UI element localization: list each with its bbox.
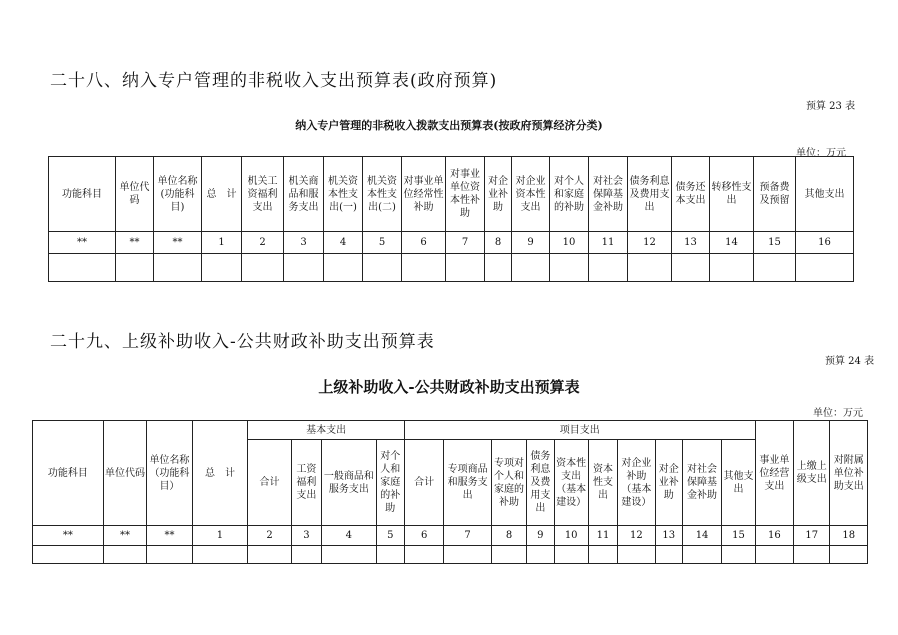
table-cell	[754, 254, 796, 282]
table-cell	[588, 546, 617, 564]
table-cell	[682, 546, 721, 564]
code-cell-1: **	[33, 526, 104, 546]
header-cell-17: 转移性支出	[710, 157, 754, 232]
table-number-24: 预算 24 表	[825, 356, 875, 367]
code-cell-6: 3	[291, 526, 321, 546]
code-cell-20: 17	[794, 526, 830, 546]
col-tail-3: 对附属单位补助支出	[830, 421, 868, 526]
table-cell	[116, 254, 154, 282]
table-header-row	[49, 157, 854, 232]
code-cell-8: 5	[376, 526, 404, 546]
project-col-7: 对企业补助（基本建设）	[618, 440, 655, 526]
header-cell-10: 对事业单位资本性补助	[446, 157, 485, 232]
code-cell-16: 13	[672, 232, 710, 254]
code-cell-9: 6	[404, 526, 443, 546]
table-cell	[655, 546, 682, 564]
header-cell-5: 机关工资福利支出	[242, 157, 284, 232]
table-cell	[554, 546, 588, 564]
code-cell-7: 4	[324, 232, 363, 254]
table-cell	[147, 546, 192, 564]
code-cell-10: 7	[446, 232, 485, 254]
table-number-23: 预算 23 表	[806, 101, 856, 112]
unit-label-24: 单位：万元	[813, 408, 863, 419]
code-cell-3: **	[147, 526, 192, 546]
code-cell-11: 8	[485, 232, 512, 254]
unit-label-23: 单位：万元	[796, 148, 846, 159]
code-cell-7: 4	[322, 526, 377, 546]
col-func: 功能科目	[33, 421, 104, 526]
code-cell-2: **	[116, 232, 154, 254]
table-cell	[710, 254, 754, 282]
header-cell-11: 对企业补助	[485, 157, 512, 232]
table-cell	[192, 546, 248, 564]
project-col-5: 资本性支出（基本建设）	[554, 440, 588, 526]
table-cell	[446, 254, 485, 282]
code-cell-11: 8	[491, 526, 526, 546]
code-cell-3: **	[154, 232, 202, 254]
table-cell	[794, 546, 830, 564]
project-col-3: 专项对个人和家庭的补助	[491, 440, 526, 526]
table-row	[49, 254, 854, 282]
code-cell-15: 12	[618, 526, 655, 546]
table-cell	[404, 546, 443, 564]
header-cell-19: 其他支出	[796, 157, 854, 232]
table-cell	[444, 546, 492, 564]
project-col-9: 对社会保障基金补助	[682, 440, 721, 526]
table-cell	[33, 546, 104, 564]
header-cell-14: 对社会保障基金补助	[589, 157, 628, 232]
group-project: 项目支出	[404, 421, 755, 440]
code-cell-21: 18	[830, 526, 868, 546]
table-cell	[324, 254, 363, 282]
table-cell	[830, 546, 868, 564]
code-cell-4: 1	[192, 526, 248, 546]
project-col-10: 其他支出	[722, 440, 755, 526]
table-cell	[550, 254, 589, 282]
basic-col-1: 合计	[248, 440, 291, 526]
header-cell-13: 对个人和家庭的补助	[550, 157, 589, 232]
basic-col-2: 工资福利支出	[291, 440, 321, 526]
code-cell-19: 16	[755, 526, 793, 546]
table-cell	[363, 254, 402, 282]
table-title-23: 纳入专户管理的非税收入拨款支出预算表(按政府预算经济分类)	[295, 119, 603, 132]
table-cell	[796, 254, 854, 282]
table-cell	[672, 254, 710, 282]
header-cell-1: 功能科目	[49, 157, 116, 232]
code-cell-14: 11	[589, 232, 628, 254]
col-tail-2: 上缴上级支出	[794, 421, 830, 526]
table-cell	[322, 546, 377, 564]
code-cell-5: 2	[242, 232, 284, 254]
code-cell-15: 12	[628, 232, 672, 254]
table-cell	[202, 254, 242, 282]
table-cell	[485, 254, 512, 282]
code-cell-6: 3	[284, 232, 324, 254]
group-basic: 基本支出	[248, 421, 405, 440]
code-cell-8: 5	[363, 232, 402, 254]
project-col-1: 合计	[404, 440, 443, 526]
table-cell	[49, 254, 116, 282]
header-cell-3: 单位名称(功能科目)	[154, 157, 202, 232]
code-cell-13: 10	[550, 232, 589, 254]
code-cell-17: 14	[710, 232, 754, 254]
table-cell	[284, 254, 324, 282]
header-cell-2: 单位代码	[116, 157, 154, 232]
code-cell-16: 13	[655, 526, 682, 546]
basic-col-4: 对个人和家庭的补助	[376, 440, 404, 526]
header-cell-16: 债务还本支出	[672, 157, 710, 232]
code-cell-10: 7	[444, 526, 492, 546]
table-cell	[527, 546, 554, 564]
table-cell	[491, 546, 526, 564]
col-total: 总 计	[192, 421, 248, 526]
table-cell	[242, 254, 284, 282]
table-cell	[512, 254, 550, 282]
header-cell-12: 对企业资本性支出	[512, 157, 550, 232]
basic-col-3: 一般商品和服务支出	[322, 440, 377, 526]
table-cell	[755, 546, 793, 564]
table-cell	[402, 254, 446, 282]
table-cell	[154, 254, 202, 282]
table-cell	[248, 546, 291, 564]
table-cell	[589, 254, 628, 282]
table-title-24: 上级补助收入-公共财政补助支出预算表	[318, 378, 580, 396]
header-cell-6: 机关商品和服务支出	[284, 157, 324, 232]
header-cell-18: 预备费及预留	[754, 157, 796, 232]
table-cell	[376, 546, 404, 564]
header-cell-7: 机关资本性支出(一)	[324, 157, 363, 232]
header-cell-9: 对事业单位经常性补助	[402, 157, 446, 232]
project-col-2: 专项商品和服务支出	[444, 440, 492, 526]
code-cell-18: 15	[754, 232, 796, 254]
table-cell	[103, 546, 146, 564]
col-name: 单位名称（功能科目）	[147, 421, 192, 526]
code-cell-1: **	[49, 232, 116, 254]
table-cell	[291, 546, 321, 564]
code-cell-9: 6	[402, 232, 446, 254]
code-cell-2: **	[103, 526, 146, 546]
table-cell	[618, 546, 655, 564]
table-row	[33, 546, 868, 564]
code-cell-12: 9	[512, 232, 550, 254]
project-col-6: 资本性支出	[588, 440, 617, 526]
table-code-row	[33, 526, 868, 546]
budget-table-24	[32, 420, 868, 564]
project-col-4: 债务利息及费用支出	[527, 440, 554, 526]
code-cell-19: 16	[796, 232, 854, 254]
table-code-row	[49, 232, 854, 254]
section-heading-28: 二十八、纳入专户管理的非税收入支出预算表(政府预算)	[50, 71, 498, 91]
code-cell-4: 1	[202, 232, 242, 254]
col-code: 单位代码	[103, 421, 146, 526]
code-cell-14: 11	[588, 526, 617, 546]
project-col-8: 对企业补助	[655, 440, 682, 526]
section-heading-29: 二十九、上级补助收入-公共财政补助支出预算表	[50, 332, 435, 352]
code-cell-12: 9	[527, 526, 554, 546]
table-cell	[722, 546, 755, 564]
header-cell-4: 总 计	[202, 157, 242, 232]
header-cell-15: 债务利息及费用支出	[628, 157, 672, 232]
code-cell-13: 10	[554, 526, 588, 546]
table-cell	[628, 254, 672, 282]
budget-table-23	[48, 156, 854, 282]
code-cell-17: 14	[682, 526, 721, 546]
code-cell-18: 15	[722, 526, 755, 546]
code-cell-5: 2	[248, 526, 291, 546]
col-tail-1: 事业单位经营支出	[755, 421, 793, 526]
header-cell-8: 机关资本性支出(二)	[363, 157, 402, 232]
